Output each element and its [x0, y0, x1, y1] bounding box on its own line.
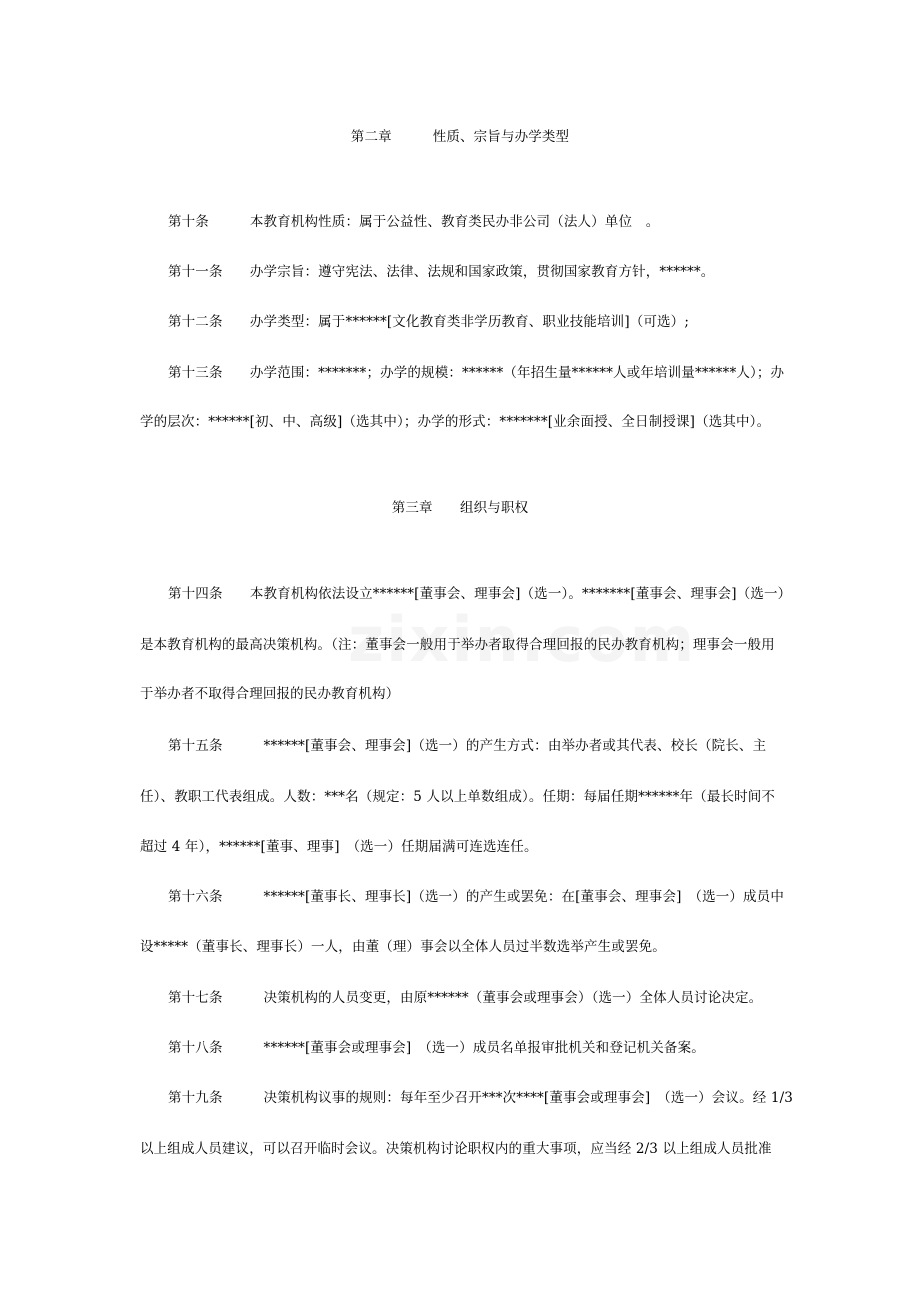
article-10: 第十条 本教育机构性质：属于公益性、教育类民办非公司（法人）单位 。 [168, 214, 660, 230]
article-12: 第十二条 办学类型：属于******[文化教育类非学历教育、职业技能培训]（可选）; [168, 314, 690, 330]
article-11: 第十一条 办学宗旨：遵守宪法、法律、法规和国家政策，贯彻国家教育方针，******。 [168, 264, 715, 280]
article-14-line-1: 第十四条 本教育机构依法设立******[董事会、理事会]（选一）。*******[董事会、理事会]（选一） [168, 586, 792, 602]
article-13-line-2: 学的层次：******[初、中、高级]（选其中）；办学的形式：*******[业余面授、全日制授课]（选其中）。 [140, 414, 771, 430]
article-16-line-1: 第十六条 ******[董事长、理事长]（选一）的产生或罢免：在[董事会、理事会] （选一）成员中 [168, 889, 784, 905]
article-19-line-2: 以上组成人员建议，可以召开临时会议。决策机构讨论职权内的重大事项，应当经 2/3 以上组成人员批准 [140, 1141, 772, 1157]
article-18: 第十八条 ******[董事会或理事会] （选一）成员名单报审批机关和登记机关备案。 [168, 1040, 705, 1056]
article-17: 第十七条 决策机构的人员变更，由原******（董事会或理事会）（选一）全体人员讨论决定。 [168, 990, 763, 1006]
chapter-3-heading: 第三章 组织与职权 [391, 500, 529, 516]
article-15-line-1: 第十五条 ******[董事会、理事会]（选一）的产生方式：由举办者或其代表、校长（院长、主 [168, 738, 767, 754]
article-16-line-2: 设*****（董事长、理事长）一人，由董（理）事会以全体人员过半数选举产生或罢免。 [140, 939, 666, 955]
article-15-line-3: 超过 4 年），******[董事、理事] （选一）任期届满可连选连任。 [140, 839, 538, 855]
article-14-line-2: 是本教育机构的最高决策机构。（注：董事会一般用于举办者取得合理回报的民办教育机构；理事会一般用 [140, 637, 775, 653]
article-15-line-2: 任）、教职工代表组成。人数：***名（规定：5 人以上单数组成）。任期：每届任期******年（最长时间不 [140, 789, 776, 805]
article-13-line-1: 第十三条 办学范围：*******；办学的规模：******（年招生量******人或年培训量******人）；办 [168, 365, 785, 381]
article-19-line-1: 第十九条 决策机构议事的规则：每年至少召开***次****[董事会或理事会] （选一）会议。经 1/3 [168, 1090, 793, 1106]
article-14-line-3: 于举办者不取得合理回报的民办教育机构） [140, 686, 400, 702]
chapter-2-heading: 第二章 性质、宗旨与办学类型 [350, 129, 570, 145]
